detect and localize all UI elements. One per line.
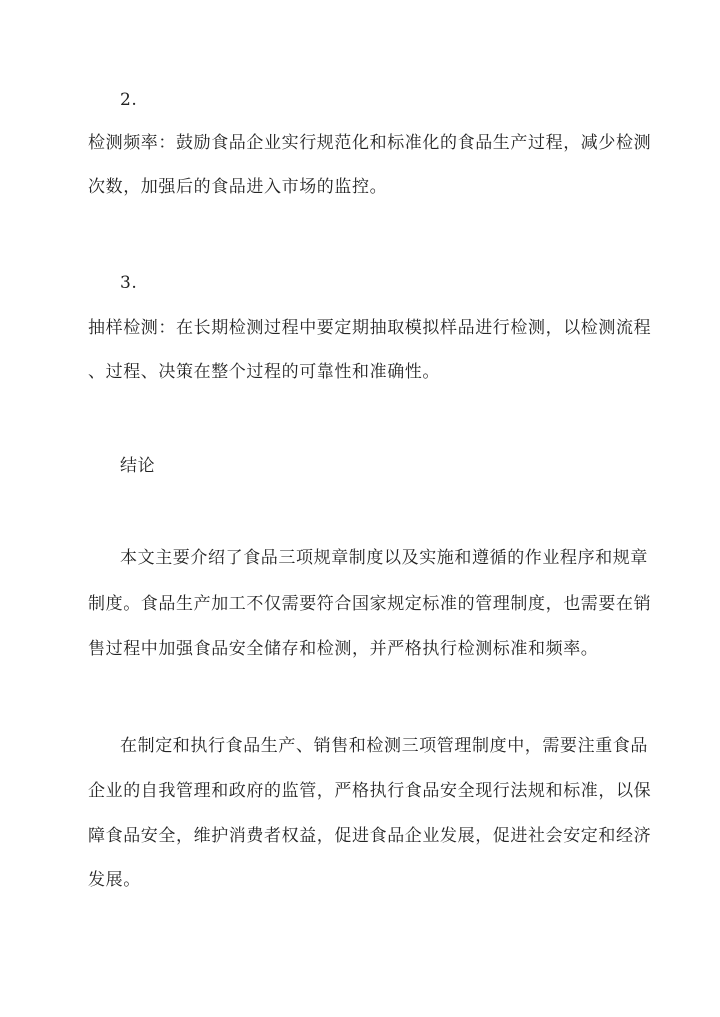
paragraph-2-line-4: 发展。: [88, 870, 141, 890]
item-3-line-2: 、过程、决策在整个过程的可靠性和准确性。: [88, 362, 440, 382]
item-2-line-2: 次数，加强后的食品进入市场的监控。: [88, 177, 388, 197]
item-3-line-1: 抽样检测：在长期检测过程中要定期抽取模拟样品进行检测，以检测流程: [88, 318, 652, 338]
item-2-number: 2.: [120, 90, 138, 110]
paragraph-1-line-1: 本文主要介绍了食品三项规章制度以及实施和遵循的作业程序和规章: [120, 548, 648, 568]
conclusion-heading: 结论: [120, 456, 156, 476]
item-3-number: 3.: [120, 273, 138, 293]
paragraph-2-line-1: 在制定和执行食品生产、销售和检测三项管理制度中，需要注重食品: [120, 736, 648, 756]
paragraph-1-line-2: 制度。食品生产加工不仅需要符合国家规定标准的管理制度，也需要在销: [88, 594, 652, 614]
paragraph-2-line-3: 障食品安全，维护消费者权益，促进食品企业发展，促进社会安定和经济: [88, 826, 652, 846]
paragraph-1-line-3: 售过程中加强食品安全储存和检测，并严格执行检测标准和频率。: [88, 639, 599, 659]
item-2-line-1: 检测频率：鼓励食品企业实行规范化和标准化的食品生产过程，减少检测: [88, 133, 652, 153]
paragraph-2-line-2: 企业的自我管理和政府的监管，严格执行食品安全现行法规和标准，以保: [88, 781, 652, 801]
